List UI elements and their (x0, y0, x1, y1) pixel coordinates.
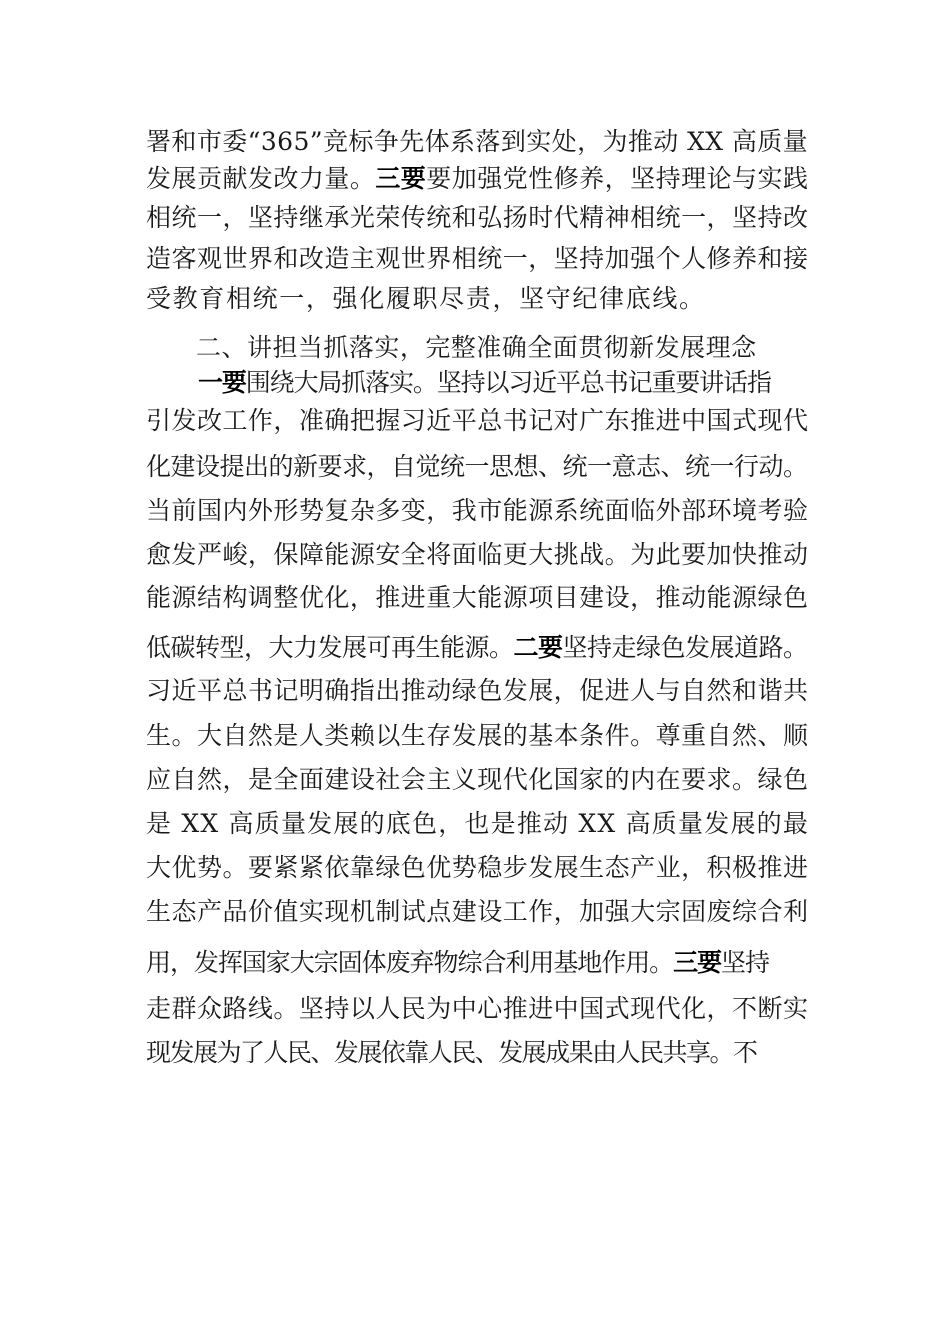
line-text: 现发展为了人民、发展依靠人民、发展成果由人民共享。不 (146, 1038, 757, 1067)
heading-text: 二、讲担当抓落实，完整准确全面贯彻新发展理念 (196, 333, 757, 362)
line-text: 坚持 (721, 948, 769, 977)
text-line-18 (146, 852, 808, 884)
text-line-14 (146, 675, 808, 707)
line-text: 是 XX 高质量发展的底色，也是推动 XX 高质量发展的最 (146, 809, 810, 838)
text-line-11 (146, 539, 808, 571)
line-text: 习近平总书记明确指出推动绿色发展，促进人与自然和谐共 (146, 676, 809, 705)
keyword-yi-yao: 一要 (198, 368, 246, 397)
text-line-12 (146, 582, 808, 614)
keyword-er-yao: 二要 (513, 633, 563, 662)
line-text: 大优势。要紧紧依靠绿色优势稳步发展生态产业，积极推进 (146, 853, 809, 882)
text-line-10 (146, 495, 808, 527)
text-line-1 (146, 126, 808, 158)
text-line-4 (146, 243, 808, 275)
line-text: 当前国内外形势复杂多变，我市能源系统面临外部环境考验 (146, 496, 809, 525)
line-text: 生态产品价值实现机制试点建设工作，加强大宗固废综合利 (146, 897, 809, 926)
line-text: 署和市委“365”竞标争先体系落到实处，为推动 XX 高质量 (146, 127, 809, 156)
line-text: 造客观世界和改造主观世界相统一，坚持加强个人修养和接 (146, 244, 809, 273)
line-text: 化建设提出的新要求，自觉统一思想、统一意志、统一行动。 (146, 452, 808, 481)
text-line-15 (146, 720, 808, 752)
text-line-21 (146, 993, 808, 1025)
text-line-16 (146, 764, 808, 796)
line-text: 相统一，坚持继承光荣传统和弘扬时代精神相统一，坚持改 (146, 203, 809, 232)
line-text: 低碳转型，大力发展可再生能源。 (146, 633, 514, 662)
line-text: 发展贡献发改力量。 (146, 164, 376, 193)
line-text: 要加强党性修养，坚持理论与实践 (426, 164, 809, 193)
text-line-13 (146, 632, 808, 664)
line-text: 受教育相统一，强化履职尽责，坚守纪律底线。 (146, 284, 706, 313)
line-text: 引发改工作，准确把握习近平总书记对广东推进中国式现代 (146, 406, 809, 435)
text-line-8 (146, 405, 808, 437)
section-heading (196, 332, 757, 364)
text-line-7 (198, 367, 771, 399)
line-text: 能源结构调整优化，推进重大能源项目建设，推动能源绿色 (146, 583, 809, 612)
line-text: 应自然，是全面建设社会主义现代化国家的内在要求。绿色 (146, 765, 809, 794)
line-text: 坚持走绿色发展道路。 (562, 633, 808, 662)
text-line-2 (146, 163, 809, 195)
keyword-san-yao-2: 三要 (673, 948, 722, 977)
text-line-20 (146, 947, 769, 979)
text-line-3 (146, 202, 808, 234)
text-line-9 (146, 451, 808, 483)
line-text: 用，发挥国家大宗固体废弃物综合利用基地作用。 (146, 948, 674, 977)
text-line-19 (146, 896, 808, 928)
line-text: 围绕大局抓落实。坚持以习近平总书记重要讲话指 (245, 368, 771, 397)
line-text: 愈发严峻，保障能源安全将面临更大挑战。为此要加快推动 (146, 540, 809, 569)
text-line-5 (146, 283, 706, 315)
line-text: 生。大自然是人类赖以生存发展的基本条件。尊重自然、顺 (146, 721, 809, 750)
line-text: 走群众路线。坚持以人民为中心推进中国式现代化，不断实 (146, 994, 809, 1023)
keyword-san-yao: 三要 (375, 164, 427, 193)
text-line-17 (146, 808, 809, 840)
text-line-22 (146, 1037, 756, 1069)
